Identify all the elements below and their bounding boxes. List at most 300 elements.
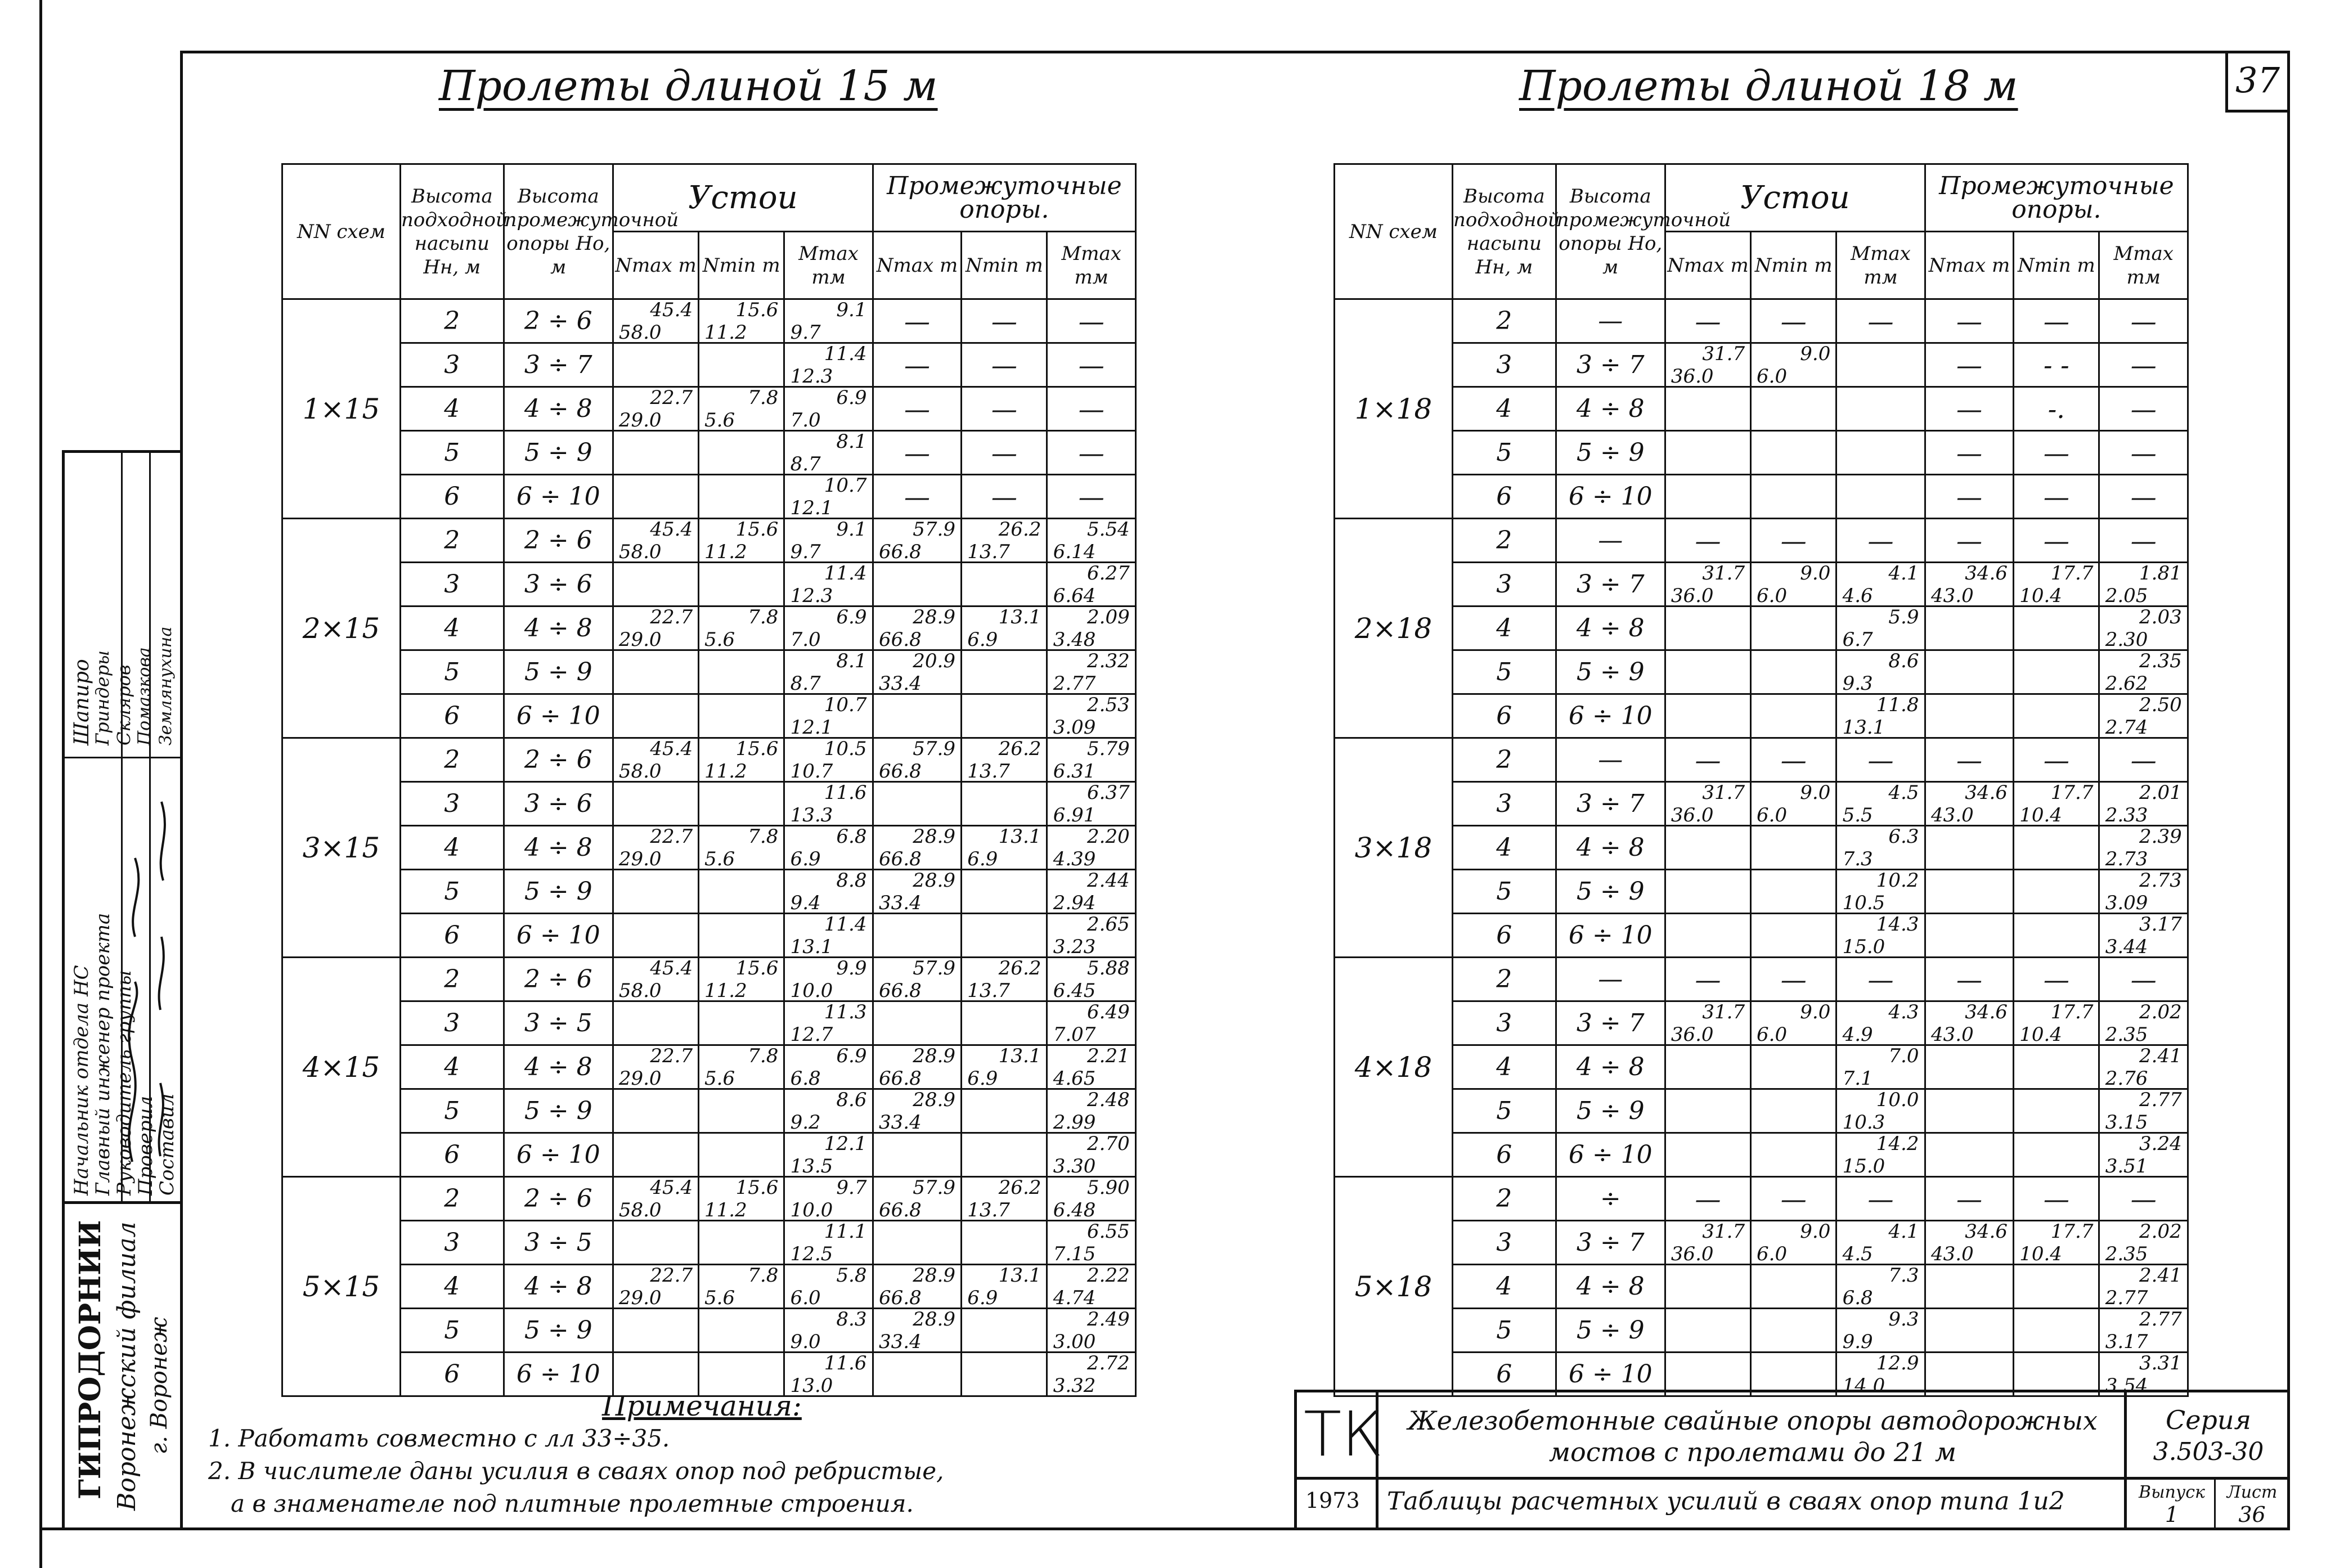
numerator: 4.39 — [1053, 847, 1096, 870]
table-row — [282, 1265, 1136, 1309]
table-cell — [873, 1133, 961, 1177]
denominator: 6.9 — [836, 386, 867, 409]
fraction-cell — [613, 606, 698, 650]
table-cell: — — [873, 475, 961, 519]
denominator: 2.72 — [1087, 1351, 1130, 1374]
left-title: Пролеты длиной 15 м — [439, 62, 938, 110]
table-cell: — — [1925, 387, 2013, 431]
denominator: 7.0 — [1888, 1044, 1919, 1067]
denominator: 7.8 — [748, 825, 779, 848]
numerator: 6.0 — [1757, 1242, 1788, 1265]
fraction-cell — [873, 1177, 961, 1221]
table-row — [1335, 519, 2188, 563]
table-cell — [613, 1309, 698, 1353]
denominator: 4.5 — [1888, 781, 1919, 804]
table-cell: — — [1925, 431, 2013, 475]
numerator: 4.65 — [1053, 1067, 1096, 1090]
numerator: 13.0 — [790, 1374, 833, 1397]
table-row — [282, 1045, 1136, 1089]
denominator: 9.1 — [836, 298, 867, 321]
table-cell: 4 ÷ 8 — [1556, 826, 1665, 870]
table-cell — [2014, 606, 2099, 650]
denominator: 2.20 — [1087, 825, 1130, 848]
numerator: 58.0 — [618, 321, 662, 344]
fraction-cell — [962, 958, 1047, 1001]
numerator: 12.1 — [790, 716, 833, 739]
fraction-cell — [784, 1265, 873, 1309]
table-cell: 2 ÷ 6 — [504, 519, 613, 563]
fraction-cell — [613, 1045, 698, 1089]
denominator: 11.4 — [824, 342, 867, 365]
numerator: 2.35 — [2105, 1023, 2148, 1046]
header-nmin: Nmin т — [1751, 232, 1836, 299]
numerator: 15.0 — [1842, 935, 1885, 958]
fraction-cell — [1665, 1221, 1750, 1265]
tb-hline — [1297, 1477, 2287, 1480]
fraction-cell — [784, 519, 873, 563]
table-row — [282, 958, 1136, 1001]
numerator: 3.15 — [2105, 1111, 2148, 1134]
fraction-cell — [873, 958, 961, 1001]
right-title: Пролеты длиной 18 м — [1519, 62, 2018, 110]
numerator: 9.9 — [1842, 1330, 1873, 1353]
table-cell: — — [1556, 299, 1665, 343]
numerator: 9.3 — [1842, 672, 1873, 695]
table-cell — [1925, 1309, 2013, 1353]
stamp-role-1: Начальник отдела НС — [70, 965, 93, 1196]
numerator: 6.9 — [790, 847, 821, 870]
numerator: 36.0 — [1671, 584, 1714, 607]
numerator: 66.8 — [879, 1286, 922, 1309]
numerator: 10.4 — [2019, 584, 2062, 607]
table-cell: 6 — [400, 475, 504, 519]
fraction-cell — [1047, 563, 1136, 606]
denominator: 7.8 — [748, 386, 779, 409]
tb-vline — [2124, 1392, 2127, 1527]
fraction-cell — [962, 1045, 1047, 1089]
table-cell: — — [2099, 1177, 2188, 1221]
table-cell — [1751, 1089, 1836, 1133]
numerator: 2.33 — [2105, 803, 2148, 826]
table-row — [1335, 782, 2188, 826]
table-cell: 6 ÷ 10 — [504, 914, 613, 958]
numerator: 2.94 — [1053, 891, 1096, 914]
fraction-cell — [1047, 870, 1136, 914]
numerator: 3.00 — [1053, 1330, 1096, 1353]
denominator: 34.6 — [1965, 561, 2008, 585]
table-cell: 4 ÷ 8 — [504, 1265, 613, 1309]
table-cell — [1925, 1133, 2013, 1177]
numerator: 2.99 — [1053, 1111, 1096, 1134]
denominator: 28.9 — [913, 1044, 955, 1067]
table-cell: 5 ÷ 9 — [1556, 650, 1665, 694]
fraction-cell — [873, 870, 961, 914]
denominator: 28.9 — [913, 825, 955, 848]
numerator: 12.3 — [790, 365, 833, 388]
numerator: 58.0 — [618, 540, 662, 563]
table-cell: — — [2099, 519, 2188, 563]
fraction-cell — [1047, 606, 1136, 650]
table-cell — [1925, 826, 2013, 870]
table-row — [1335, 1133, 2188, 1177]
table-cell: — — [1751, 519, 1836, 563]
numerator: 13.3 — [790, 803, 833, 826]
numerator: 6.9 — [967, 628, 998, 651]
numerator: 10.7 — [790, 760, 833, 783]
denominator: 10.5 — [824, 737, 867, 760]
table-row — [1335, 606, 2188, 650]
numerator: 6.91 — [1053, 803, 1096, 826]
table-cell: 5 ÷ 9 — [1556, 1309, 1665, 1353]
table-cell — [699, 343, 784, 387]
fraction-cell — [784, 1309, 873, 1353]
table-cell — [962, 870, 1047, 914]
denominator: 6.27 — [1087, 561, 1130, 585]
table-cell: 5 — [400, 1089, 504, 1133]
fraction-cell — [1836, 914, 1925, 958]
table-row — [282, 694, 1136, 738]
header-abutments: Устои — [1665, 164, 1925, 232]
fraction-cell — [1047, 1045, 1136, 1089]
table-cell — [613, 650, 698, 694]
denominator: 6.3 — [1888, 825, 1919, 848]
table-cell: 3 ÷ 7 — [1556, 1001, 1665, 1045]
denominator: 2.21 — [1087, 1044, 1130, 1067]
table-cell: — — [1047, 387, 1136, 431]
table-cell: — — [1925, 343, 2013, 387]
fraction-cell — [613, 387, 698, 431]
table-cell: — — [2014, 1177, 2099, 1221]
numerator: 7.3 — [1842, 847, 1873, 870]
table-cell: — — [873, 431, 961, 475]
denominator: 6.9 — [836, 1044, 867, 1067]
table-cell — [699, 475, 784, 519]
table-cell — [1665, 606, 1750, 650]
table-cell: — — [1556, 958, 1665, 1001]
numerator: 6.9 — [967, 847, 998, 870]
table-cell — [1925, 650, 2013, 694]
denominator: 2.01 — [2139, 781, 2182, 804]
table-row — [1335, 738, 2188, 782]
table-cell: 3 ÷ 7 — [1556, 563, 1665, 606]
denominator: 14.2 — [1876, 1132, 1919, 1155]
table-cell — [1665, 694, 1750, 738]
table-cell — [613, 563, 698, 606]
fraction-cell — [784, 782, 873, 826]
numerator: 10.0 — [790, 979, 833, 1002]
numerator: 13.7 — [967, 1198, 1010, 1221]
table-cell — [613, 1001, 698, 1045]
fraction-cell — [613, 1177, 698, 1221]
fraction-cell — [962, 1265, 1047, 1309]
denominator: 1.81 — [2139, 561, 2182, 585]
fraction-cell — [613, 299, 698, 343]
denominator: 2.48 — [1087, 1088, 1130, 1111]
table-cell: 2 ÷ 6 — [504, 958, 613, 1001]
numerator: 33.4 — [879, 891, 922, 914]
table-row — [282, 782, 1136, 826]
denominator: 9.0 — [1800, 781, 1831, 804]
fraction-cell — [699, 1045, 784, 1089]
numerator: 33.4 — [879, 1111, 922, 1134]
table-cell — [1665, 1265, 1750, 1309]
numerator: 10.4 — [2019, 1242, 2062, 1265]
signatures — [121, 768, 180, 1190]
numerator: 36.0 — [1671, 803, 1714, 826]
fraction-cell — [1751, 563, 1836, 606]
table-row — [1335, 563, 2188, 606]
table-cell — [1751, 431, 1836, 475]
table-cell: 4 ÷ 8 — [1556, 387, 1665, 431]
fraction-cell — [1836, 1089, 1925, 1133]
denominator: 31.7 — [1702, 1220, 1745, 1243]
denominator: 5.54 — [1087, 518, 1130, 541]
table-cell — [1665, 1133, 1750, 1177]
denominator: 22.7 — [650, 825, 693, 848]
denominator: 6.49 — [1087, 1000, 1130, 1023]
table-cell — [613, 1221, 698, 1265]
numerator: 7.1 — [1842, 1067, 1873, 1090]
table-15m — [281, 163, 1137, 1397]
table-cell — [873, 1221, 961, 1265]
table-cell — [699, 782, 784, 826]
table-cell: — — [1836, 299, 1925, 343]
table-row — [282, 1089, 1136, 1133]
numerator: 66.8 — [879, 979, 922, 1002]
denominator: 9.0 — [1800, 561, 1831, 585]
numerator: 66.8 — [879, 1067, 922, 1090]
table-cell — [1925, 606, 2013, 650]
stamp-name-3: Скляров — [113, 664, 134, 745]
stamp-org: ГИПРОДОРНИИ — [73, 1220, 107, 1499]
table-cell: 2 — [400, 1177, 504, 1221]
numerator: 66.8 — [879, 628, 922, 651]
table-cell: — — [1751, 299, 1836, 343]
fraction-cell — [962, 738, 1047, 782]
table-cell — [613, 870, 698, 914]
fraction-cell — [1836, 1265, 1925, 1309]
table-cell: 3 ÷ 5 — [504, 1001, 613, 1045]
tb-issue: 1 — [2165, 1502, 2179, 1527]
fraction-cell — [784, 1089, 873, 1133]
denominator: 14.3 — [1876, 913, 1919, 936]
fraction-cell — [784, 1221, 873, 1265]
table-cell: 4 — [400, 1265, 504, 1309]
numerator: 2.76 — [2105, 1067, 2148, 1090]
fraction-cell — [1047, 650, 1136, 694]
numerator: 6.9 — [967, 1067, 998, 1090]
table-cell — [962, 914, 1047, 958]
table-row — [282, 299, 1136, 343]
stamp-name-5: Землянухина — [156, 626, 176, 745]
table-cell: 4 ÷ 8 — [504, 387, 613, 431]
numerator: 3.44 — [2105, 935, 2148, 958]
denominator: 8.6 — [836, 1088, 867, 1111]
table-row — [1335, 1177, 2188, 1221]
numerator: 13.5 — [790, 1154, 833, 1178]
denominator: 11.6 — [824, 781, 867, 804]
numerator: 11.2 — [704, 321, 747, 344]
fraction-cell — [1836, 870, 1925, 914]
denominator: 13.1 — [998, 825, 1041, 848]
table-cell — [962, 1089, 1047, 1133]
table-cell: — — [1836, 519, 1925, 563]
numerator: 29.0 — [618, 628, 662, 651]
numerator: 6.8 — [1842, 1286, 1873, 1309]
note-line-3: а в знаменателе под плитные пролетные строения. — [231, 1490, 914, 1517]
table-cell: 5 — [1452, 870, 1556, 914]
note-line-1: 1. Работать совместно с лл 33÷35. — [208, 1425, 670, 1452]
fraction-cell — [2099, 1045, 2188, 1089]
table-cell: 3 — [1452, 1221, 1556, 1265]
scheme-cell: 4×18 — [1335, 958, 1453, 1177]
fraction-cell — [784, 343, 873, 387]
denominator: 13.1 — [998, 1264, 1041, 1287]
denominator: 4.1 — [1888, 561, 1919, 585]
fraction-cell — [784, 694, 873, 738]
header-h-support: Высота промежуточной опоры Hо, м — [1556, 164, 1665, 299]
table-row — [1335, 870, 2188, 914]
table-cell: 3 — [1452, 563, 1556, 606]
header-nmax: Nmax т — [873, 232, 961, 299]
denominator: 2.77 — [2139, 1088, 2182, 1111]
fraction-cell — [699, 606, 784, 650]
denominator: 7.8 — [748, 1264, 779, 1287]
numerator: 12.3 — [790, 584, 833, 607]
denominator: 9.0 — [1800, 1220, 1831, 1243]
table-cell: 5 ÷ 9 — [504, 431, 613, 475]
table-cell — [1925, 914, 2013, 958]
table-cell — [1751, 606, 1836, 650]
table-row — [1335, 650, 2188, 694]
denominator: 2.03 — [2139, 605, 2182, 628]
table-row — [282, 387, 1136, 431]
table-row — [1335, 958, 2188, 1001]
denominator: 9.9 — [836, 956, 867, 980]
denominator: 57.9 — [913, 518, 955, 541]
table-cell — [613, 343, 698, 387]
header-h-fill: Высота подходной насыпи Hн, м — [400, 164, 504, 299]
table-cell — [2014, 1265, 2099, 1309]
table-row — [282, 1133, 1136, 1177]
table-cell — [1751, 387, 1836, 431]
fraction-cell — [1836, 1133, 1925, 1177]
denominator: 9.3 — [1888, 1308, 1919, 1331]
scheme-cell: 3×18 — [1335, 738, 1453, 958]
denominator: 9.0 — [1800, 1000, 1831, 1023]
table-cell: — — [1047, 299, 1136, 343]
fraction-cell — [1047, 1177, 1136, 1221]
numerator: 5.6 — [704, 408, 735, 432]
table-cell — [1836, 343, 1925, 387]
denominator: 15.6 — [735, 518, 779, 541]
fraction-cell — [1836, 1309, 1925, 1353]
table-row — [282, 870, 1136, 914]
table-cell: — — [1665, 299, 1750, 343]
numerator: 5.5 — [1842, 803, 1873, 826]
table-cell: — — [1836, 738, 1925, 782]
table-cell: 2 — [1452, 1177, 1556, 1221]
numerator: 7.07 — [1053, 1023, 1096, 1046]
table-row — [1335, 431, 2188, 475]
tb-issue-label: Выпуск — [2139, 1482, 2205, 1502]
table-cell: 5 — [1452, 1089, 1556, 1133]
numerator: 33.4 — [879, 672, 922, 695]
fraction-cell — [2099, 1221, 2188, 1265]
table-cell: 3 ÷ 6 — [504, 782, 613, 826]
table-cell — [1836, 387, 1925, 431]
fraction-cell — [1836, 563, 1925, 606]
table-cell: — — [1925, 519, 2013, 563]
table-cell: 3 — [400, 343, 504, 387]
table-cell: 4 — [1452, 1045, 1556, 1089]
header-mmax: Mmax тм — [784, 232, 873, 299]
denominator: 11.4 — [824, 561, 867, 585]
table-cell: — — [962, 387, 1047, 431]
table-cell: — — [2099, 738, 2188, 782]
fraction-cell — [962, 519, 1047, 563]
table-row — [282, 431, 1136, 475]
table-cell: 5 — [1452, 1309, 1556, 1353]
table-cell: 3 — [1452, 1001, 1556, 1045]
denominator: 11.1 — [824, 1220, 867, 1243]
numerator: 66.8 — [879, 847, 922, 870]
table-cell: — — [1751, 738, 1836, 782]
denominator: 13.1 — [998, 1044, 1041, 1067]
numerator: 2.73 — [2105, 847, 2148, 870]
numerator: 9.2 — [790, 1111, 821, 1134]
fraction-cell — [2099, 650, 2188, 694]
denominator: 34.6 — [1965, 781, 2008, 804]
denominator: 4.1 — [1888, 1220, 1919, 1243]
numerator: 12.5 — [790, 1242, 833, 1265]
header-intermediate: Промежуточные опоры. — [873, 164, 1135, 232]
fraction-cell — [699, 1265, 784, 1309]
tb-subtitle: Таблицы расчетных усилий в сваях опор типа 1и2 — [1387, 1487, 2065, 1516]
table-cell: 4 ÷ 8 — [1556, 1265, 1665, 1309]
table-row — [282, 563, 1136, 606]
table-cell: 6 — [400, 1353, 504, 1396]
table-cell — [1836, 431, 1925, 475]
table-cell — [962, 1133, 1047, 1177]
numerator: 29.0 — [618, 408, 662, 432]
denominator: 8.1 — [836, 430, 867, 453]
table-cell: — — [1751, 1177, 1836, 1221]
numerator: 36.0 — [1671, 365, 1714, 388]
numerator: 6.9 — [967, 1286, 998, 1309]
note-line-2: 2. В числителе даны усилия в сваях опор под ребристые, — [208, 1457, 944, 1485]
margin-line — [39, 0, 42, 1568]
denominator: 31.7 — [1702, 1000, 1745, 1023]
denominator: 9.7 — [836, 1176, 867, 1199]
header-mmax: Mmax тм — [1047, 232, 1136, 299]
fraction-cell — [2099, 694, 2188, 738]
header-scheme: NN схем — [282, 164, 401, 299]
numerator: 7.0 — [790, 408, 821, 432]
table-cell — [962, 1001, 1047, 1045]
fraction-cell — [1047, 914, 1136, 958]
fraction-cell — [1925, 563, 2013, 606]
table-row — [1335, 694, 2188, 738]
numerator: 5.6 — [704, 1067, 735, 1090]
fraction-cell — [1925, 1001, 2013, 1045]
table-cell — [2014, 1045, 2099, 1089]
numerator: 2.05 — [2105, 584, 2148, 607]
numerator: 13.7 — [967, 760, 1010, 783]
table-cell: 5 ÷ 9 — [504, 870, 613, 914]
numerator: 12.7 — [790, 1023, 833, 1046]
stamp-role-2: Главный инженер проекта — [92, 913, 114, 1196]
